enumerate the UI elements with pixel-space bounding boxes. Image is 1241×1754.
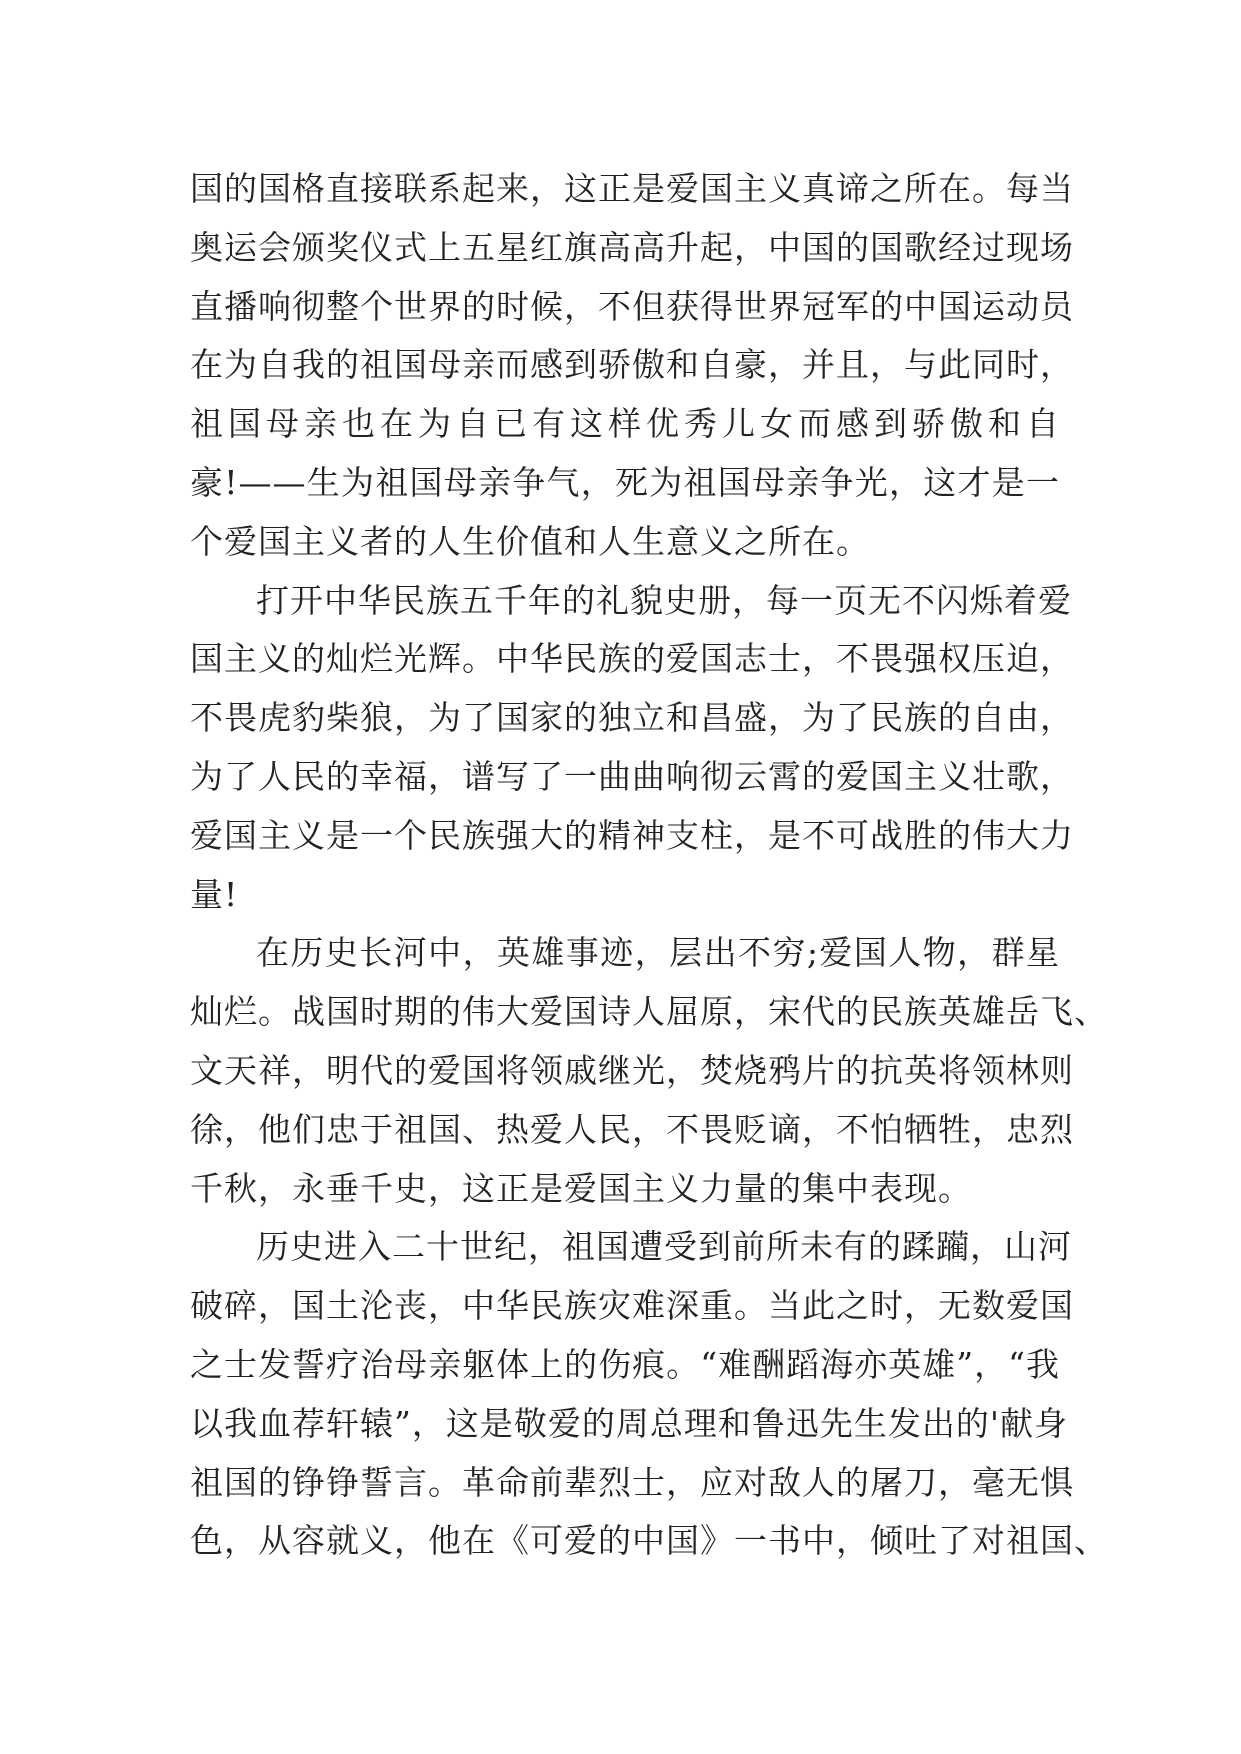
text-line: 国的国格直接联系起来，这正是爱国主义真谛之所在。每当 [190, 169, 1074, 208]
text-line: 在为自我的祖国母亲而感到骄傲和自豪，并且，与此同时， [190, 345, 1074, 385]
text-line: 灿烂。战国时期的伟大爱国诗人屈原，宋代的民族英雄岳飞、 [190, 992, 1108, 1032]
text-line: 千秋，永垂千史，这正是爱国主义力量的集中表现。 [190, 1168, 972, 1208]
text-line: 文天祥，明代的爱国将领戚继光，焚烧鸦片的抗英将领林则 [190, 1050, 1074, 1090]
text-line: 爱国主义是一个民族强大的精神支柱，是不可战胜的伟大力 [190, 815, 1074, 855]
text-line: 量! [190, 874, 239, 914]
text-line: 祖国的铮铮誓言。革命前辈烈士，应对敌人的屠刀，毫无惧 [190, 1462, 1074, 1502]
text-line: 豪!——生为祖国母亲争气，死为祖国母亲争光，这才是一 [190, 462, 1060, 502]
text-line: 破碎，国土沦丧，中华民族灾难深重。当此之时，无数爱国 [190, 1286, 1074, 1326]
text-line: 在历史长河中，英雄事迹，层出不穷;爱国人物，群星 [256, 933, 1060, 973]
text-line: 个爱国主义者的人生价值和人生意义之所在。 [190, 521, 870, 561]
text-line: 国主义的灿烂光辉。中华民族的爱国志士，不畏强权压迫， [190, 639, 1074, 679]
body-text [190, 160, 1108, 1571]
text-line: 历史进入二十世纪，祖国遭受到前所未有的蹂躏，山河 [256, 1227, 1072, 1267]
text-line: 以我血荐轩辕”，这是敬爱的周总理和鲁迅先生发出的'献身 [190, 1403, 1068, 1443]
text-line: 祖国母亲也在为自已有这样优秀儿女而感到骄傲和自 [190, 404, 1060, 444]
text-line: 打开中华民族五千年的礼貌史册，每一页无不闪烁着爱 [256, 580, 1072, 620]
text-line: 不畏虎豹柴狼，为了国家的独立和昌盛，为了民族的自由， [190, 698, 1074, 738]
text-line: 奥运会颁奖仪式上五星红旗高高升起，中国的国歌经过现场 [190, 227, 1074, 267]
text-line: 徐，他们忠于祖国、热爱人民，不畏贬谪，不怕牺牲，忠烈 [190, 1109, 1074, 1149]
text-line: 直播响彻整个世界的时候，不但获得世界冠军的中国运动员 [190, 286, 1074, 326]
text-line: 为了人民的幸福，谱写了一曲曲响彻云霄的爱国主义壮歌， [190, 756, 1074, 796]
text-line: 之士发誓疗治母亲躯体上的伤痕。“难酬蹈海亦英雄”，“我 [190, 1344, 1060, 1384]
text-line: 色，从容就义，他在《可爱的中国》一书中，倾吐了对祖国、 [190, 1521, 1108, 1561]
